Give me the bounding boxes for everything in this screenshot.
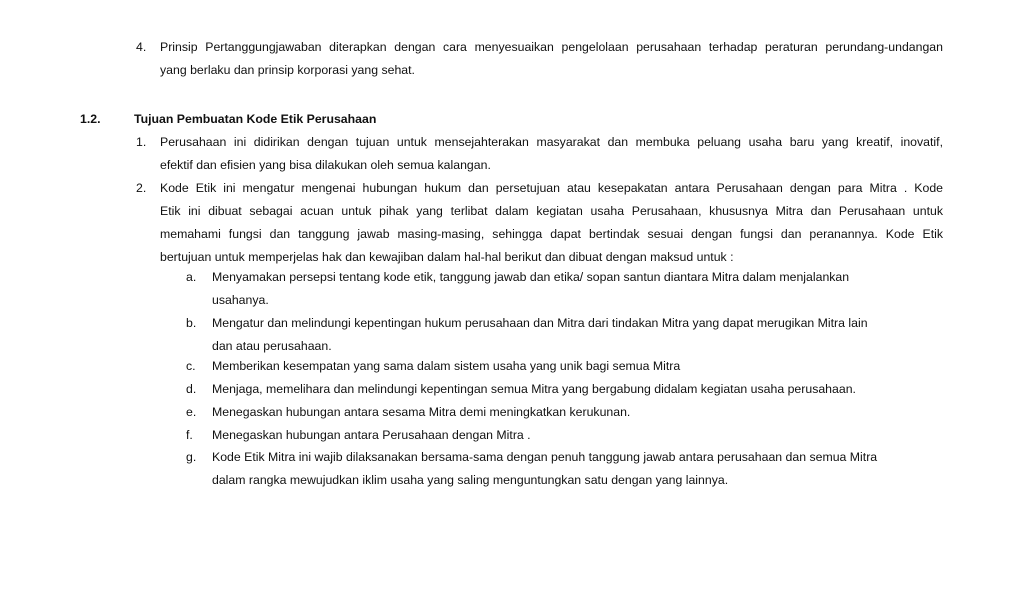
list-item-text: yang berlaku dan prinsip korporasi yang sehat.: [160, 63, 415, 77]
sublist-item-text: dan atau perusahaan.: [212, 339, 332, 353]
section-title: Tujuan Pembuatan Kode Etik Perusahaan: [134, 112, 377, 126]
sublist-letter: g.: [186, 450, 197, 464]
list-item-text: Etik ini dibuat sebagai acuan untuk pihak yang terlibat dalam kegiatan usaha Perusahaan, khususnya Mitra dan Perusahaan untuk: [160, 204, 943, 218]
list-item-text: Perusahaan ini didirikan dengan tujuan untuk mensejahterakan masyarakat dan membuka peluang usaha baru yang kreatif, inovatif,: [160, 135, 943, 149]
list-item-text: Prinsip Pertanggungjawaban diterapkan dengan cara menyesuaikan pengelolaan perusahaan terhadap peraturan perundang-undangan: [160, 40, 943, 54]
sublist-item-text: usahanya.: [212, 293, 269, 307]
sublist-item-text: Kode Etik Mitra ini wajib dilaksanakan bersama-sama dengan penuh tanggung jawab antara perusahaan dan semua Mitra: [212, 450, 878, 464]
list-number: 1.: [136, 135, 147, 149]
list-number: 4.: [136, 40, 147, 54]
sublist-letter: d.: [186, 382, 197, 396]
sublist-letter: e.: [186, 405, 197, 419]
sublist-letter: a.: [186, 270, 197, 284]
sublist-item-text: Menjaga, memelihara dan melindungi kepentingan semua Mitra yang bergabung didalam kegiatan usaha perusahaan.: [212, 382, 856, 396]
list-number: 2.: [136, 181, 147, 195]
sublist-item-text: Menyamakan persepsi tentang kode etik, tanggung jawab dan etika/ sopan santun diantara Mitra dalam menjalankan: [212, 270, 850, 284]
sublist-item-text: Mengatur dan melindungi kepentingan hukum perusahaan dan Mitra dari tindakan Mitra yang dapat merugikan Mitra lain: [212, 316, 868, 330]
sublist-letter: c.: [186, 359, 196, 373]
list-item-text: memahami fungsi dan tanggung jawab masing-masing, sehingga dapat bertindak sesuai dengan fungsi dan peranannya. Kode Etik: [160, 227, 943, 241]
sublist-item-text: dalam rangka mewujudkan iklim usaha yang saling menguntungkan satu dengan yang lainnya.: [212, 473, 729, 487]
list-item-text: efektif dan efisien yang bisa dilakukan oleh semua kalangan.: [160, 158, 491, 172]
section-number: 1.2.: [80, 112, 101, 126]
sublist-letter: b.: [186, 316, 197, 330]
list-item-text: bertujuan untuk memperjelas hak dan kewajiban dalam hal-hal berikut dan dibuat dengan maksud untuk :: [160, 250, 734, 264]
sublist-item-text: Menegaskan hubungan antara Perusahaan dengan Mitra .: [212, 428, 531, 442]
sublist-letter: f.: [186, 428, 193, 442]
list-item-text: Kode Etik ini mengatur mengenai hubungan hukum dan persetujuan atau kesepakatan antara Perusahaan dengan para Mitra . Kode: [160, 181, 943, 195]
sublist-item-text: Memberikan kesempatan yang sama dalam sistem usaha yang unik bagi semua Mitra: [212, 359, 681, 373]
sublist-item-text: Menegaskan hubungan antara sesama Mitra demi meningkatkan kerukunan.: [212, 405, 631, 419]
